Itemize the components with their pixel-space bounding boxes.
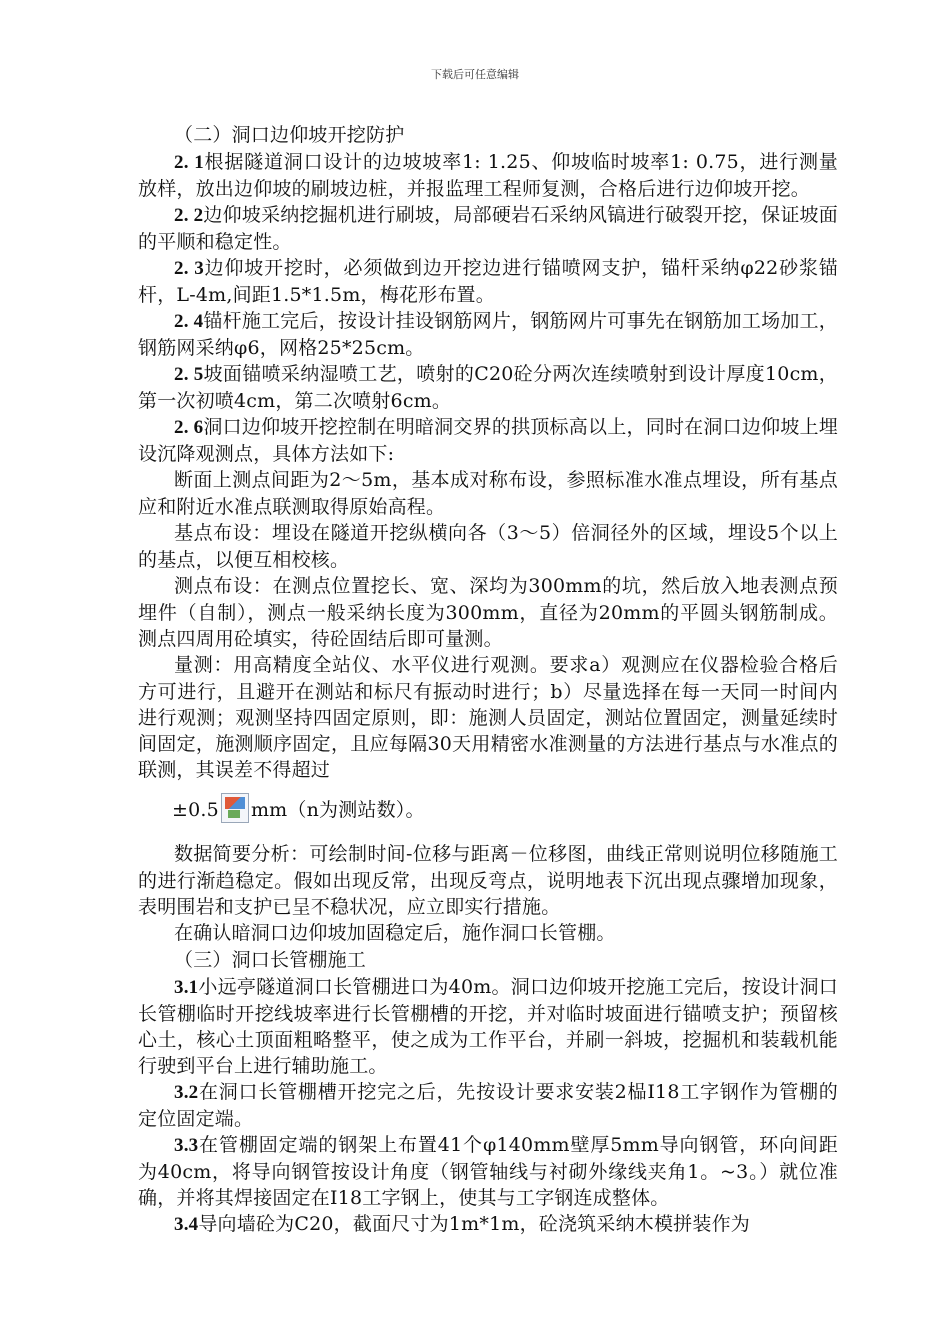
- paragraph: 3.4导向墙砼为C20，截面尺寸为1m*1m，砼浇筑采纳木模拼装作为: [174, 1213, 750, 1235]
- paragraph: 3.3在管棚固定端的钢架上布置41个φ140mm壁厚5mm导向钢管，环向间距为40cm，将导向钢管按设计角度（钢管轴线与衬砌外缘线夹角1。~3。）就位准确，并将其焊接固定在I18工字钢上，使其与工字钢连成整体。: [138, 1134, 838, 1209]
- paragraph: 断面上测点间距为2～5m，基本成对称布设，参照标准水准点埋设，所有基点应和附近水准点联测取得原始高程。: [138, 469, 838, 518]
- paragraph: 量测：用高精度全站仪、水平仪进行观测。要求a）观测应在仪器检验合格后方可进行，且避开在测站和标尺有振动时进行；b）尽量选择在每一天同一时间内进行观测；观测坚持四固定原则，即：施测人员固定，测站位置固定，测量延续时间固定，施测顺序固定，且应每隔30天用精密水准测量的方法进行基点与水准点的联测，其误差不得超过: [138, 654, 838, 781]
- paragraph: 2. 2边仰坡采纳挖掘机进行刷坡，局部硬岩石采纳风镐进行破裂开挖，保证坡面的平顺和稳定性。: [138, 204, 838, 253]
- paragraph: 基点布设：埋设在隧道开挖纵横向各（3～5）倍洞径外的区域，埋设5个以上的基点，以便互相校核。: [138, 522, 838, 571]
- paragraph: 测点布设：在测点位置挖长、宽、深均为300mm的坑，然后放入地表测点预埋件（自制），测点一般采纳长度为300mm，直径为20mm的平圆头钢筋制成。测点四周用砼填实，待砼固结后即可量测。: [138, 575, 838, 650]
- paragraph: 2. 6洞口边仰坡开挖控制在明暗洞交界的拱顶标高以上，同时在洞口边仰坡上埋设沉降观测点，具体方法如下:: [138, 416, 838, 465]
- paragraph-group-2: [138, 841, 838, 1238]
- paragraph: 2. 3边仰坡开挖时，必须做到边开挖边进行锚喷网支护，锚杆采纳φ22砂浆锚杆，L-4m,间距1.5*1.5m，梅花形布置。: [138, 257, 838, 306]
- paragraph: （三）洞口长管棚施工: [174, 949, 367, 971]
- tolerance-formula: [138, 793, 838, 823]
- formula-image-icon: [221, 793, 249, 823]
- paragraph: 2. 1根据隧道洞口设计的边坡坡率1: 1.25、仰坡临时坡率1: 0.75，进行测量放样，放出边仰坡的刷坡边桩，并报监理工程师复测，合格后进行边仰坡开挖。: [138, 151, 838, 200]
- paragraph: 2. 4锚杆施工完后，按设计挂设钢筋网片，钢筋网片可事先在钢筋加工场加工，钢筋网采纳φ6，网格25*25cm。: [138, 310, 838, 359]
- paragraph: 2. 5坡面锚喷采纳湿喷工艺，喷射的C20砼分两次连续喷射到设计厚度10cm，第一次初喷4cm，第二次喷射6cm。: [138, 363, 838, 412]
- paragraph-group-1: [138, 122, 838, 783]
- paragraph: 3.2在洞口长管棚槽开挖完之后，先按设计要求安装2榀I18工字钢作为管棚的定位固定端。: [138, 1081, 838, 1130]
- formula-suffix: mm（n为测站数）。: [250, 799, 425, 821]
- paragraph: 3.1小远亭隧道洞口长管棚进口为40m。洞口边仰坡开挖施工完后，按设计洞口长管棚临时开挖线坡率进行长管棚槽的开挖，并对临时坡面进行锚喷支护；预留核心土，核心土顶面粗略整平，使之成为工作平台，并刷一斜坡，挖掘机和装载机能行驶到平台上进行辅助施工。: [138, 976, 838, 1077]
- document-body: [138, 122, 838, 1238]
- paragraph: （二）洞口边仰坡开挖防护: [174, 124, 405, 146]
- formula-prefix: ±0.5: [172, 799, 219, 821]
- paragraph: 在确认暗洞口边仰坡加固稳定后，施作洞口长管棚。: [174, 922, 616, 944]
- page-header: 下载后可任意编辑: [431, 68, 519, 81]
- paragraph: 数据简要分析：可绘制时间-位移与距离－位移图，曲线正常则说明位移随施工的进行渐趋稳定。假如出现反常，出现反弯点，说明地表下沉出现点骤增加现象，表明围岩和支护已呈不稳状况，应立即实行措施。: [138, 843, 838, 918]
